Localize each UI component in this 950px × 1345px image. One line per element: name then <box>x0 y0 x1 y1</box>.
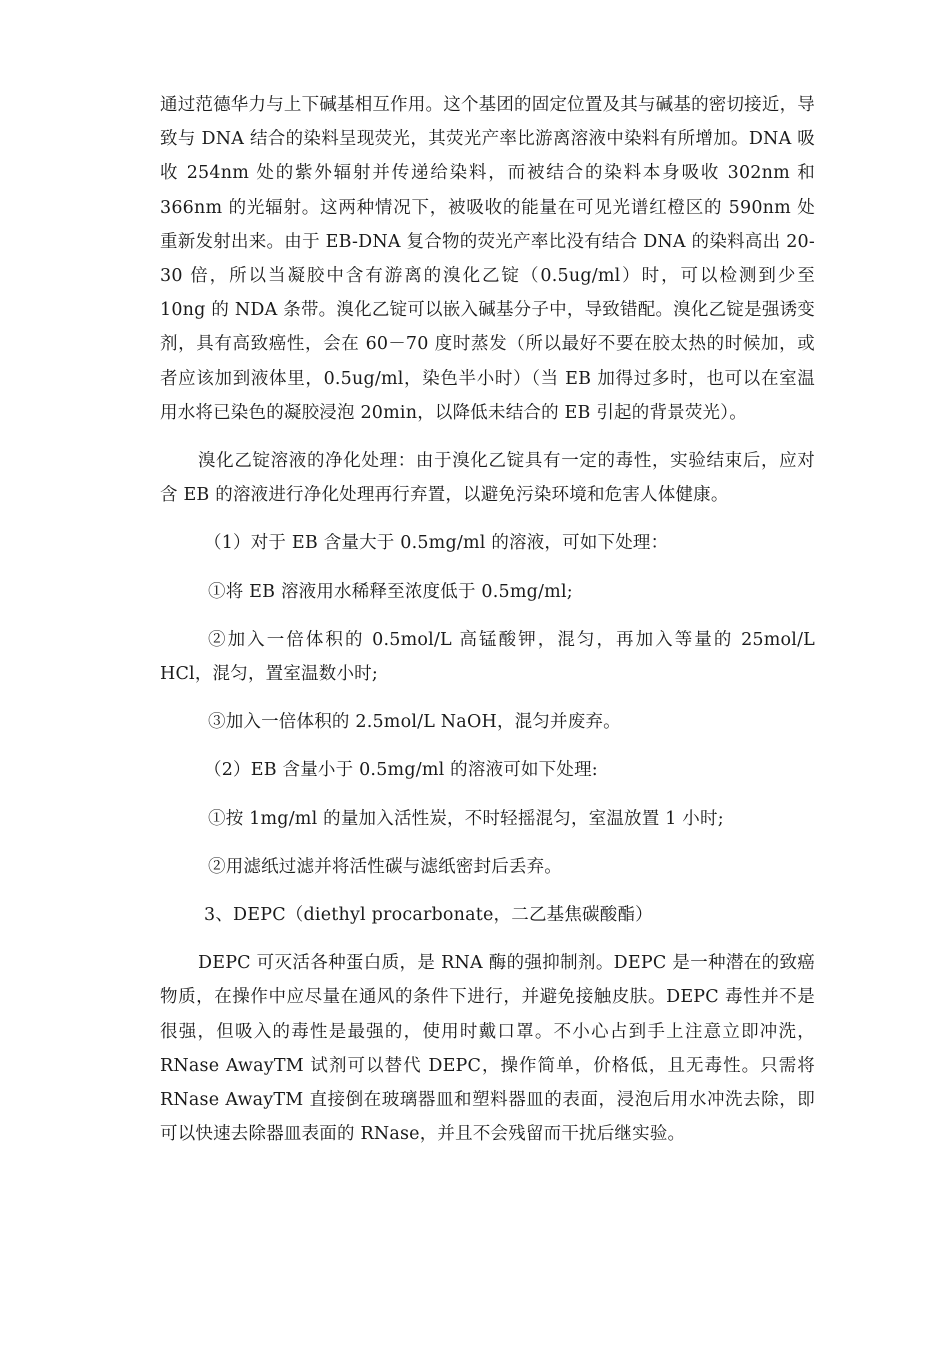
treatment-2-step-2: ②用滤纸过滤并将活性碳与滤纸密封后丢弃。 <box>208 856 562 877</box>
treatment-heading-1: （1）对于 EB 含量大于 0.5mg/ml 的溶液，可如下处理： <box>204 533 669 554</box>
paragraph-depc: DEPC 可灭活各种蛋白质，是 RNA 酶的强抑制剂。DEPC 是一种潜在的致癌物质，在操作中应尽量在通风的条件下进行，并避免接触皮肤。DEPC 毒性并不是很强，但吸入的毒性是最强的，使用时戴口罩。不小心占到手上注意立即冲洗，RNase AwayTM 试剂可以替代 DEPC，操作简单，价格低，且无毒性。只需将 RNase AwayTM 直接倒在玻璃器皿和塑料器皿的表面，浸泡后用水冲洗去除，即可以快速去除器皿表面的 RNase，并且不会残留而干扰后继实验。 <box>160 953 815 1145</box>
treatment-2-step-1: ①按 1mg/ml 的量加入活性炭，不时轻摇混匀，室温放置 1 小时; <box>208 808 724 829</box>
paragraph-eb-purification: 溴化乙锭溶液的净化处理：由于溴化乙锭具有一定的毒性，实验结束后，应对含 EB 的溶液进行净化处理再行弃置，以避免污染环境和危害人体健康。 <box>160 451 815 506</box>
treatment-1-step-2: ②加入一倍体积的 0.5mol/L 高锰酸钾，混匀，再加入等量的 25mol/L HCl，混匀，置室温数小时; <box>160 629 815 685</box>
treatment-heading-2: （2）EB 含量小于 0.5mg/ml 的溶液可如下处理: <box>204 760 598 781</box>
treatment-1-step-3: ③加入一倍体积的 2.5mol/L NaOH，混匀并废弃。 <box>208 712 621 733</box>
paragraph-eb-fluorescence: 通过范德华力与上下碱基相互作用。这个基团的固定位置及其与碱基的密切接近，导致与 DNA 结合的染料呈现荧光，其荧光产率比游离溶液中染料有所增加。DNA 吸收 254nm 处的紫外辐射并传递给染料，而被结合的染料本身吸收 302nm 和 366nm 的光辐射。这两种情况下，被吸收的能量在可见光谱红橙区的 590nm 处重新发射出来。由于 EB-DNA 复合物的荧光产率比没有结合 DNA 的染料高出 20-30 倍，所以当凝胶中含有游离的溴化乙锭（0.5ug/ml）时，可以检测到少至 10ng 的 NDA 条带。溴化乙锭可以嵌入碱基分子中，导致错配。溴化乙锭是强诱变剂，具有高致癌性，会在 60－70 度时蒸发（所以最好不要在胶太热的时候加，或者应该加到液体里，0.5ug/ml，染色半小时）（当 EB 加得过多时，也可以在室温用水将已染色的凝胶浸泡 20min，以降低未结合的 EB 引起的背景荧光）。 <box>160 95 815 423</box>
treatment-1-step-1: ①将 EB 溶液用水稀释至浓度低于 0.5mg/ml; <box>208 581 573 602</box>
section-heading-depc: 3、DEPC（diethyl procarbonate，二乙基焦碳酸酯） <box>204 905 653 926</box>
document-page <box>160 88 815 1151</box>
